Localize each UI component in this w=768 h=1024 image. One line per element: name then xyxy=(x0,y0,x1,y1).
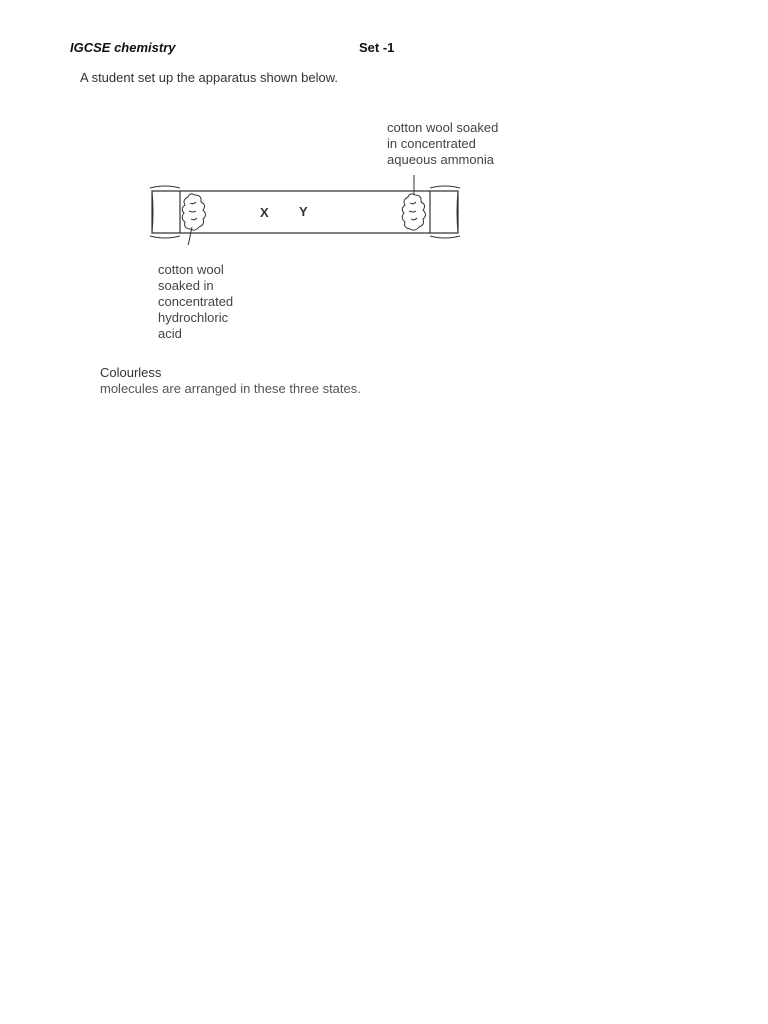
marker-x: X xyxy=(260,205,269,220)
acid-label-line: cotton wool xyxy=(158,262,224,277)
note-line-2: molecules are arranged in these three states. xyxy=(100,381,361,396)
set-number: Set -1 xyxy=(359,40,395,55)
acid-label-line: acid xyxy=(158,326,182,341)
question-intro: A student set up the apparatus shown below. xyxy=(80,70,339,85)
hydrochloric-acid-label xyxy=(158,262,233,342)
left-bung xyxy=(152,191,180,233)
acid-label-line: soaked in xyxy=(158,278,214,293)
ammonia-label xyxy=(387,120,498,168)
right-bung xyxy=(430,191,458,233)
marker-y: Y xyxy=(299,204,308,219)
ammonia-label-line: aqueous ammonia xyxy=(387,152,494,167)
ammonia-label-line: cotton wool soaked xyxy=(387,120,499,135)
acid-label-line: concentrated xyxy=(158,294,234,309)
left-cotton-wool-plug xyxy=(182,194,205,230)
right-cotton-wool-plug xyxy=(402,194,425,230)
ammonia-label-line: in concentrated xyxy=(387,136,476,151)
subject-title: IGCSE chemistry xyxy=(70,40,176,55)
note-text xyxy=(100,365,361,397)
acid-label-line: hydrochloric xyxy=(158,310,229,325)
note-line-1: Colourless xyxy=(100,365,162,380)
